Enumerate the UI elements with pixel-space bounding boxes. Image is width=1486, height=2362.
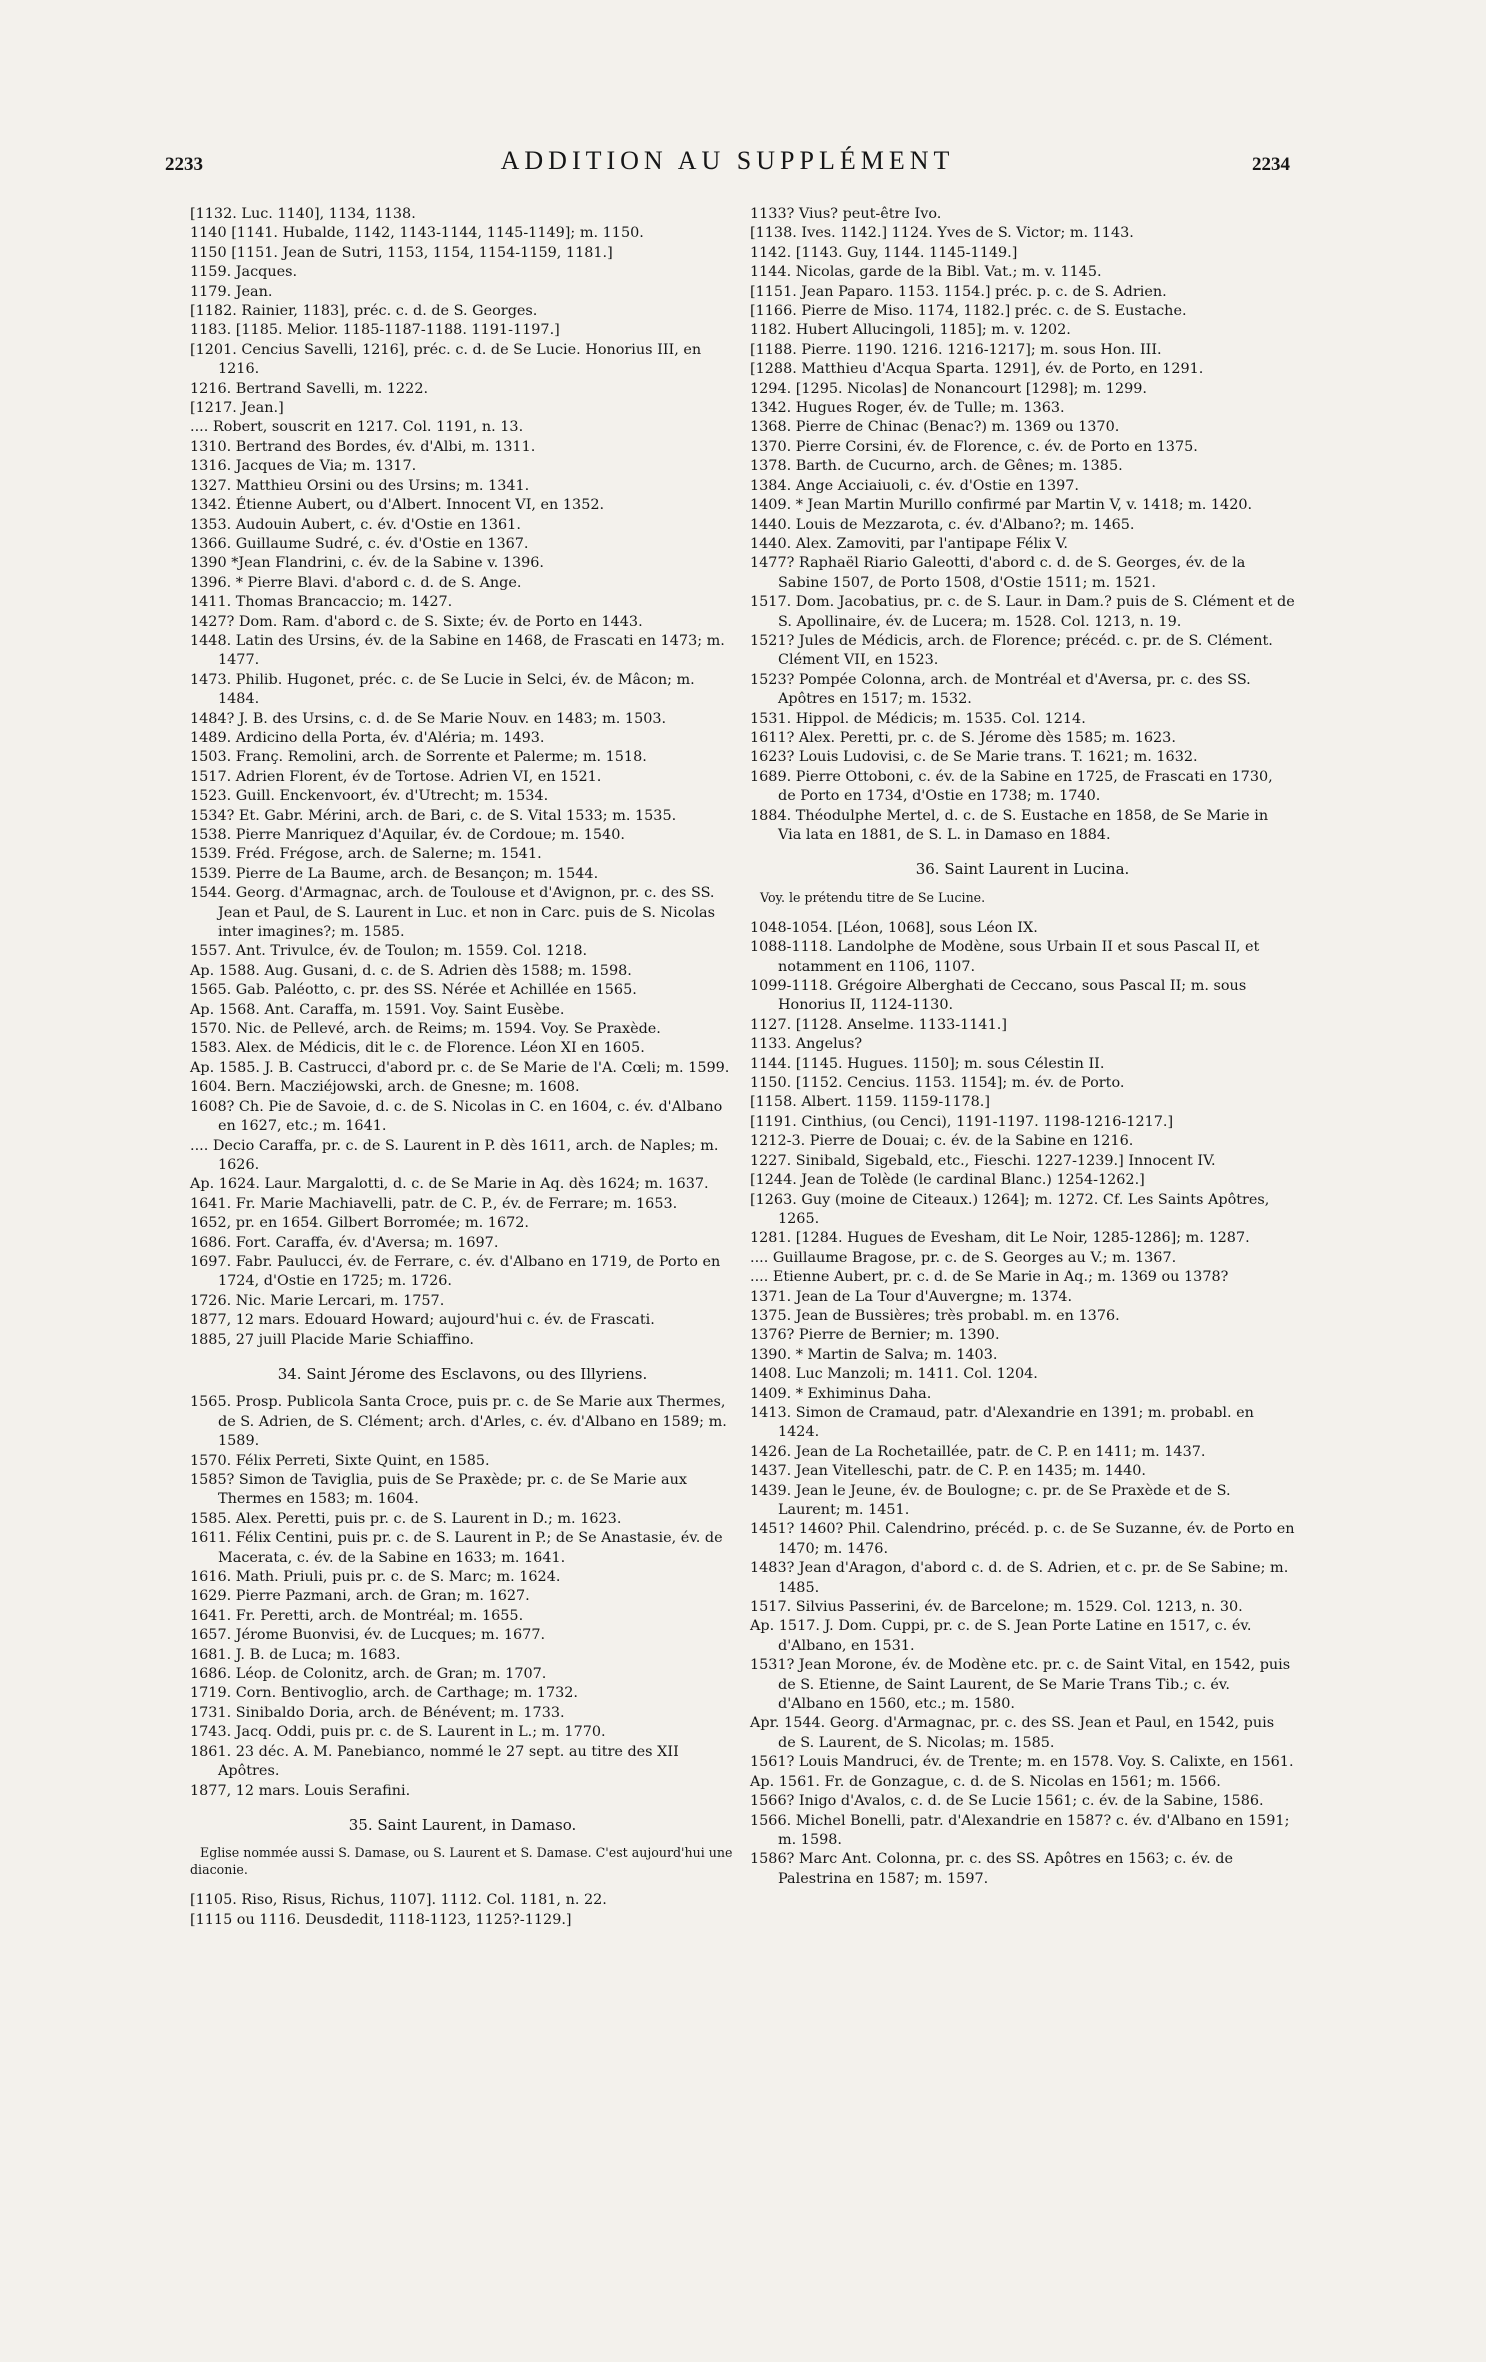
list-item: 1489. Ardicino della Porta, év. d'Aléria; m. 1493. xyxy=(190,729,545,746)
list-item: 1861. 23 déc. A. M. Panebianco, nommé le 27 sept. au titre des XII Apôtres. xyxy=(190,1743,679,1780)
list-item: 1484? J. B. des Ursins, c. d. de Se Marie Nouv. en 1483; m. 1503. xyxy=(190,710,667,727)
list-item: 1427? Dom. Ram. d'abord c. de S. Sixte; év. de Porto en 1443. xyxy=(190,613,643,630)
list-item: 1616. Math. Priuli, puis pr. c. de S. Marc; m. 1624. xyxy=(190,1569,561,1586)
list-item: 1539. Pierre de La Baume, arch. de Besançon; m. 1544. xyxy=(190,865,599,882)
list-item: 1099-1118. Grégoire Alberghati de Ceccano, sous Pascal II; m. sous Honorius II, 1124-1130. xyxy=(750,978,1247,1014)
list-item: 1583. Alex. de Médicis, dit le c. de Florence. Léon XI en 1605. xyxy=(190,1040,645,1057)
list-item: [1115 ou 1116. Deusdedit, 1118-1123, 1125?-1129.] xyxy=(190,1911,572,1928)
list-item: 1585? Simon de Taviglia, puis de Se Praxède; pr. c. de Se Marie aux Thermes en 1583; m. 1604. xyxy=(190,1472,687,1508)
list-item: [1201. Cencius Savelli, 1216], préc. c. d. de Se Lucie. Honorius III, en 1216. xyxy=(190,341,702,378)
list-item: 1570. Nic. de Pellevé, arch. de Reims; m. 1594. Voy. Se Praxède. xyxy=(190,1021,661,1038)
list-item: 1294. [1295. Nicolas] de Nonancourt [1298]; m. 1299. xyxy=(750,380,1148,397)
list-item: 1731. Sinibaldo Doria, arch. de Bénévent; m. 1733. xyxy=(190,1704,565,1721)
list-item: 1566. Michel Bonelli, patr. d'Alexandrie en 1587? c. év. d'Albano en 1591; m. 1598. xyxy=(750,1812,1290,1848)
list-item: [1105. Riso, Risus, Richus, 1107]. 1112. Col. 1181, n. 22. xyxy=(190,1892,607,1909)
list-item: 1641. Fr. Peretti, arch. de Montréal; m. 1655. xyxy=(190,1607,524,1624)
list-item: 1342. Hugues Roger, év. de Tulle; m. 1363. xyxy=(750,400,1065,417)
list-item: [1288. Matthieu d'Acqua Sparta. 1291], év. de Porto, en 1291. xyxy=(750,361,1204,378)
list-item: 1652, pr. en 1654. Gilbert Borromée; m. 1672. xyxy=(190,1215,529,1232)
section-note-35: Eglise nommée aussi S. Damase, ou S. Laurent et S. Damase. C'est aujourd'hui une diaconie. xyxy=(190,1845,733,1878)
list-item: 1426. Jean de La Rochetaillée, patr. de C. P. en 1411; m. 1437. xyxy=(750,1443,1206,1460)
list-item: 1182. Hubert Allucingoli, 1185]; m. v. 1202. xyxy=(750,322,1071,339)
list-item: [1217. Jean.] xyxy=(190,400,284,417)
list-item: [1182. Rainier, 1183], préc. c. d. de S. Georges. xyxy=(190,303,538,320)
list-item: Ap. 1561. Fr. de Gonzague, c. d. de S. Nicolas en 1561; m. 1566. xyxy=(750,1773,1221,1790)
section-title-35: 35. Saint Laurent, in Damaso. xyxy=(348,1815,577,1834)
left-column xyxy=(190,205,735,1930)
list-item: 1179. Jean. xyxy=(190,283,273,300)
list-item: 1885, 27 juill Placide Marie Schiaffino. xyxy=(190,1331,474,1348)
list-item: 1142. [1143. Guy, 1144. 1145-1149.] xyxy=(750,244,1018,261)
list-item: 1316. Jacques de Via; m. 1317. xyxy=(190,458,417,475)
list-item: 1159. Jacques. xyxy=(190,264,298,281)
list-item: 1477? Raphaël Riario Galeotti, d'abord c. d. de S. Georges, év. de la Sabine 1507, de Porto 1508, d'Ostie 1511; m. 1521. xyxy=(750,555,1246,591)
list-item: 1409. * Jean Martin Murillo confirmé par Martin V, v. 1418; m. 1420. xyxy=(750,497,1253,514)
list-item: 1503. Franç. Remolini, arch. de Sorrente et Palerme; m. 1518. xyxy=(190,749,647,766)
list-item: 1681. J. B. de Luca; m. 1683. xyxy=(190,1646,401,1663)
list-item: 1390. * Martin de Salva; m. 1403. xyxy=(750,1346,998,1363)
list-item: 1586? Marc Ant. Colonna, pr. c. des SS. Apôtres en 1563; c. év. de Palestrina en 1587; m. 1597. xyxy=(750,1851,1234,1887)
list-item: 1557. Ant. Trivulce, év. de Toulon; m. 1559. Col. 1218. xyxy=(190,943,588,960)
list-item: 1048-1054. [Léon, 1068], sous Léon IX. xyxy=(750,919,1038,936)
list-item: 1088-1118. Landolphe de Modène, sous Urbain II et sous Pascal II, et notamment en 1106, 1107. xyxy=(750,939,1260,975)
page-number-left: 2233 xyxy=(165,154,203,175)
list-item: 1877, 12 mars. Edouard Howard; aujourd'hui c. év. de Frascati. xyxy=(190,1312,655,1329)
list-item: 1310. Bertrand des Bordes, év. d'Albi, m. 1311. xyxy=(190,438,536,455)
section-note-36: Voy. le prétendu titre de Se Lucine. xyxy=(760,889,986,905)
list-item: 1531. Hippol. de Médicis; m. 1535. Col. 1214. xyxy=(750,710,1086,727)
list-item: .... Etienne Aubert, pr. c. d. de Se Marie in Aq.; m. 1369 ou 1378? xyxy=(750,1269,1229,1286)
list-item: 1517. Silvius Passerini, év. de Barcelone; m. 1529. Col. 1213, n. 30. xyxy=(750,1599,1243,1616)
list-item: [1132. Luc. 1140], 1134, 1138. xyxy=(190,206,416,222)
list-item: Ap. 1585. J. B. Castrucci, d'abord pr. c. de Se Marie de l'A. Cœli; m. 1599. xyxy=(190,1059,730,1076)
list-item: .... Guillaume Bragose, pr. c. de S. Georges au V.; m. 1367. xyxy=(750,1249,1177,1266)
list-item: 1611? Alex. Peretti, pr. c. de S. Jérome dès 1585; m. 1623. xyxy=(750,729,1176,746)
list-item: 1144. Nicolas, garde de la Bibl. Vat.; m. v. 1145. xyxy=(750,264,1102,281)
list-item: 1719. Corn. Bentivoglio, arch. de Carthage; m. 1732. xyxy=(190,1685,578,1702)
list-item: 1686. Fort. Caraffa, év. d'Aversa; m. 1697. xyxy=(190,1234,499,1251)
list-item: 1623? Louis Ludovisi, c. de Se Marie trans. T. 1621; m. 1632. xyxy=(750,749,1198,766)
list-item: 1483? Jean d'Aragon, d'abord c. d. de S. Adrien, et c. pr. de Se Sabine; m. 1485. xyxy=(750,1560,1289,1596)
page-title: ADDITION AU SUPPLÉMENT xyxy=(500,146,955,175)
list-item: 1371. Jean de La Tour d'Auvergne; m. 1374. xyxy=(750,1288,1073,1305)
list-item: Ap. 1517. J. Dom. Cuppi, pr. c. de S. Jean Porte Latine en 1517, c. év. d'Albano, en 1531. xyxy=(750,1618,1252,1654)
list-item: Ap. 1588. Aug. Gusani, d. c. de S. Adrien dès 1588; m. 1598. xyxy=(190,962,632,979)
list-item: 1517. Adrien Florent, év de Tortose. Adrien VI, en 1521. xyxy=(190,768,602,785)
list-item: 1566? Inigo d'Avalos, c. d. de Se Lucie 1561; c. év. de la Sabine, 1586. xyxy=(750,1793,1264,1810)
list-item: 1127. [1128. Anselme. 1133-1141.] xyxy=(750,1016,1007,1033)
list-item: 1877, 12 mars. Louis Serafini. xyxy=(190,1782,411,1799)
list-item: 1604. Bern. Macziéjowski, arch. de Gnesne; m. 1608. xyxy=(190,1079,580,1096)
list-item: 1396. * Pierre Blavi. d'abord c. d. de S. Ange. xyxy=(190,574,522,591)
list-item: 1378. Barth. de Cucurno, arch. de Gênes; m. 1385. xyxy=(750,458,1123,475)
list-item: 1561? Louis Mandruci, év. de Trente; m. en 1578. Voy. S. Calixte, en 1561. xyxy=(750,1754,1294,1771)
list-item: 1523? Pompée Colonna, arch. de Montréal et d'Aversa, pr. c. des SS. Apôtres en 1517; m. 1532. xyxy=(750,671,1251,708)
list-item: 1384. Ange Acciaiuoli, c. év. d'Ostie en 1397. xyxy=(750,477,1079,494)
list-item: 1440. Alex. Zamoviti, par l'antipape Félix V. xyxy=(750,535,1068,552)
list-item: [1166. Pierre de Miso. 1174, 1182.] préc. c. de S. Eustache. xyxy=(750,303,1187,320)
list-item: 1531? Jean Morone, év. de Modène etc. pr. c. de Saint Vital, en 1542, puis de S. Etienne, de Saint Laurent, de Se Marie Trans Tib.; c. év. d'Albano en 1560, etc.; m. 1580. xyxy=(750,1657,1291,1713)
list-item: .... Decio Caraffa, pr. c. de S. Laurent in P. dès 1611, arch. de Naples; m. 1626. xyxy=(190,1137,719,1173)
list-item: 1370. Pierre Corsini, év. de Florence, c. év. de Porto en 1375. xyxy=(750,438,1198,455)
list-item: 1439. Jean le Jeune, év. de Boulogne; c. pr. de Se Praxède et de S. Laurent; m. 1451. xyxy=(750,1482,1231,1518)
list-item: 1565. Prosp. Publicola Santa Croce, puis pr. c. de Se Marie aux Thermes, de S. Adrien, de S. Clément; arch. d'Arles, c. év. d'Albano en 1589; m. 1589. xyxy=(190,1394,727,1450)
entry-list xyxy=(190,1393,735,1801)
list-item: 1368. Pierre de Chinac (Benac?) m. 1369 ou 1370. xyxy=(750,419,1120,436)
list-item: Ap. 1568. Ant. Caraffa, m. 1591. Voy. Saint Eusèbe. xyxy=(190,1001,565,1018)
list-item: 1523. Guill. Enckenvoort, év. d'Utrecht; m. 1534. xyxy=(190,788,549,805)
list-item: 1451? 1460? Phil. Calendrino, précéd. p. c. de Se Suzanne, év. de Porto en 1470; m. 1476. xyxy=(750,1521,1295,1557)
list-item: 1281. [1284. Hugues de Evesham, dit Le Noir, 1285-1286]; m. 1287. xyxy=(750,1230,1250,1247)
list-item: 1133? Vius? peut-être Ivo. xyxy=(750,206,942,222)
list-item: 1570. Félix Perreti, Sixte Quint, en 1585. xyxy=(190,1452,490,1469)
list-item: 1440. Louis de Mezzarota, c. év. d'Albano?; m. 1465. xyxy=(750,516,1135,533)
section-title-34: 34. Saint Jérome des Esclavons, ou des Illyriens. xyxy=(277,1364,648,1383)
list-item: 1657. Jérome Buonvisi, év. de Lucques; m. 1677. xyxy=(190,1627,546,1644)
list-item: Ap. 1624. Laur. Margalotti, d. c. de Se Marie in Aq. dès 1624; m. 1637. xyxy=(190,1176,709,1193)
page-header xyxy=(165,140,1290,180)
entry-list xyxy=(750,919,1295,1889)
list-item: 1611. Félix Centini, puis pr. c. de S. Laurent in P.; de Se Anastasie, év. de Macerata, c. év. de la Sabine en 1633; m. 1641. xyxy=(190,1530,723,1566)
list-item: 1133. Angelus? xyxy=(750,1036,863,1053)
list-item: 1216. Bertrand Savelli, m. 1222. xyxy=(190,380,429,397)
list-item: 1150. [1152. Cencius. 1153. 1154]; m. év. de Porto. xyxy=(750,1075,1125,1092)
list-item: 1539. Fréd. Frégose, arch. de Salerne; m. 1541. xyxy=(190,846,542,863)
page-number-right: 2234 xyxy=(1252,154,1290,175)
list-item: 1212-3. Pierre de Douai; c. év. de la Sabine en 1216. xyxy=(750,1133,1134,1150)
list-item: 1534? Et. Gabr. Mérini, arch. de Bari, c. de S. Vital 1533; m. 1535. xyxy=(190,807,677,824)
list-item: 1538. Pierre Manriquez d'Aquilar, év. de Cordoue; m. 1540. xyxy=(190,827,625,843)
list-item: 1140 [1141. Hubalde, 1142, 1143-1144, 1145-1149]; m. 1150. xyxy=(190,225,644,242)
right-column xyxy=(750,205,1295,1889)
list-item: 1411. Thomas Brancaccio; m. 1427. xyxy=(190,594,453,611)
list-item: [1263. Guy (moine de Citeaux.) 1264]; m. 1272. Cf. Les Saints Apôtres, 1265. xyxy=(750,1191,1270,1227)
list-item: 1585. Alex. Peretti, puis pr. c. de S. Laurent in D.; m. 1623. xyxy=(190,1510,622,1527)
list-item: 1884. Théodulphe Mertel, d. c. de S. Eustache en 1858, de Se Marie in Via lata en 1881, de S. L. in Damaso en 1884. xyxy=(750,807,1269,843)
list-item: 1408. Luc Manzoli; m. 1411. Col. 1204. xyxy=(750,1366,1038,1383)
list-item: 1521? Jules de Médicis, arch. de Florence; précéd. c. pr. de S. Clément. Clément VII, en 1523. xyxy=(750,632,1273,669)
list-item: 1409. * Exhiminus Daha. xyxy=(750,1385,932,1402)
list-item: 1743. Jacq. Oddi, puis pr. c. de S. Laurent in L.; m. 1770. xyxy=(190,1724,606,1741)
list-item: 1376? Pierre de Bernier; m. 1390. xyxy=(750,1327,1000,1344)
list-item: 1375. Jean de Bussières; très probabl. m. en 1376. xyxy=(750,1307,1120,1324)
list-item: .... Robert, souscrit en 1217. Col. 1191, n. 13. xyxy=(190,419,524,436)
list-item: 1565. Gab. Paléotto, c. pr. des SS. Nérée et Achillée en 1565. xyxy=(190,982,637,999)
list-item: Apr. 1544. Georg. d'Armagnac, pr. c. des SS. Jean et Paul, en 1542, puis de S. Laurent, de S. Nicolas; m. 1585. xyxy=(750,1715,1275,1751)
list-item: 1437. Jean Vitelleschi, patr. de C. P. en 1435; m. 1440. xyxy=(750,1463,1146,1480)
list-item: 1473. Philib. Hugonet, préc. c. de Se Lucie in Selci, év. de Mâcon; m. 1484. xyxy=(190,671,695,708)
list-item: 1353. Audouin Aubert, c. év. d'Ostie en 1361. xyxy=(190,516,521,533)
list-item: 1629. Pierre Pazmani, arch. de Gran; m. 1627. xyxy=(190,1588,530,1605)
list-item: [1188. Pierre. 1190. 1216. 1216-1217]; m. sous Hon. III. xyxy=(750,341,1162,358)
list-item: 1227. Sinibald, Sigebald, etc., Fieschi. 1227-1239.] Innocent IV. xyxy=(750,1152,1216,1169)
list-item: 1413. Simon de Cramaud, patr. d'Alexandrie en 1391; m. probabl. en 1424. xyxy=(750,1404,1254,1441)
list-item: 1689. Pierre Ottoboni, c. év. de la Sabine en 1725, de Frascati en 1730, de Porto en 1734, d'Ostie en 1738; m. 1740. xyxy=(750,768,1273,805)
list-item: 1144. [1145. Hugues. 1150]; m. sous Célestin II. xyxy=(750,1055,1105,1072)
entry-list xyxy=(750,205,1295,845)
list-item: 1342. Étienne Aubert, ou d'Albert. Innocent VI, en 1352. xyxy=(190,497,605,514)
list-item: 1390 *Jean Flandrini, c. év. de la Sabine v. 1396. xyxy=(190,555,544,572)
entry-list xyxy=(190,205,735,1350)
list-item: 1517. Dom. Jacobatius, pr. c. de S. Laur. in Dam.? puis de S. Clément et de S. Apollinaire, év. de Lucera; m. 1528. Col. 1213, n. 19. xyxy=(750,594,1295,630)
list-item: [1158. Albert. 1159. 1159-1178.] xyxy=(750,1094,990,1111)
list-item: 1726. Nic. Marie Lercari, m. 1757. xyxy=(190,1292,445,1309)
list-item: 1183. [1185. Melior. 1185-1187-1188. 1191-1197.] xyxy=(190,322,560,339)
list-item: [1151. Jean Paparo. 1153. 1154.] préc. p. c. de S. Adrien. xyxy=(750,283,1167,300)
list-item: [1138. Ives. 1142.] 1124. Yves de S. Victor; m. 1143. xyxy=(750,225,1134,242)
list-item: 1150 [1151. Jean de Sutri, 1153, 1154, 1154-1159, 1181.] xyxy=(190,244,613,261)
section-title-36: 36. Saint Laurent in Lucina. xyxy=(915,860,1130,879)
list-item: 1686. Léop. de Colonitz, arch. de Gran; m. 1707. xyxy=(190,1666,547,1683)
list-item: 1697. Fabr. Paulucci, év. de Ferrare, c. év. d'Albano en 1719, de Porto en 1724, d'Ostie en 1725; m. 1726. xyxy=(190,1253,721,1290)
list-item: 1366. Guillaume Sudré, c. év. d'Ostie en 1367. xyxy=(190,535,529,552)
list-item: 1544. Georg. d'Armagnac, arch. de Toulouse et d'Avignon, pr. c. des SS. Jean et Paul, de S. Laurent in Luc. et non in Carc. puis de S. Nicolas inter imagines?; m. 1585. xyxy=(190,885,716,941)
entry-list xyxy=(190,1891,735,1930)
list-item: [1191. Cinthius, (ou Cenci), 1191-1197. 1198-1216-1217.] xyxy=(750,1113,1174,1130)
list-item: [1244. Jean de Tolède (le cardinal Blanc.) 1254-1262.] xyxy=(750,1172,1145,1189)
list-item: 1608? Ch. Pie de Savoie, d. c. de S. Nicolas in C. en 1604, c. év. d'Albano en 1627, etc.; m. 1641. xyxy=(190,1098,723,1135)
list-item: 1641. Fr. Marie Machiavelli, patr. de C. P., év. de Ferrare; m. 1653. xyxy=(190,1195,678,1212)
list-item: 1448. Latin des Ursins, év. de la Sabine en 1468, de Frascati en 1473; m. 1477. xyxy=(190,632,725,669)
list-item: 1327. Matthieu Orsini ou des Ursins; m. 1341. xyxy=(190,477,530,494)
